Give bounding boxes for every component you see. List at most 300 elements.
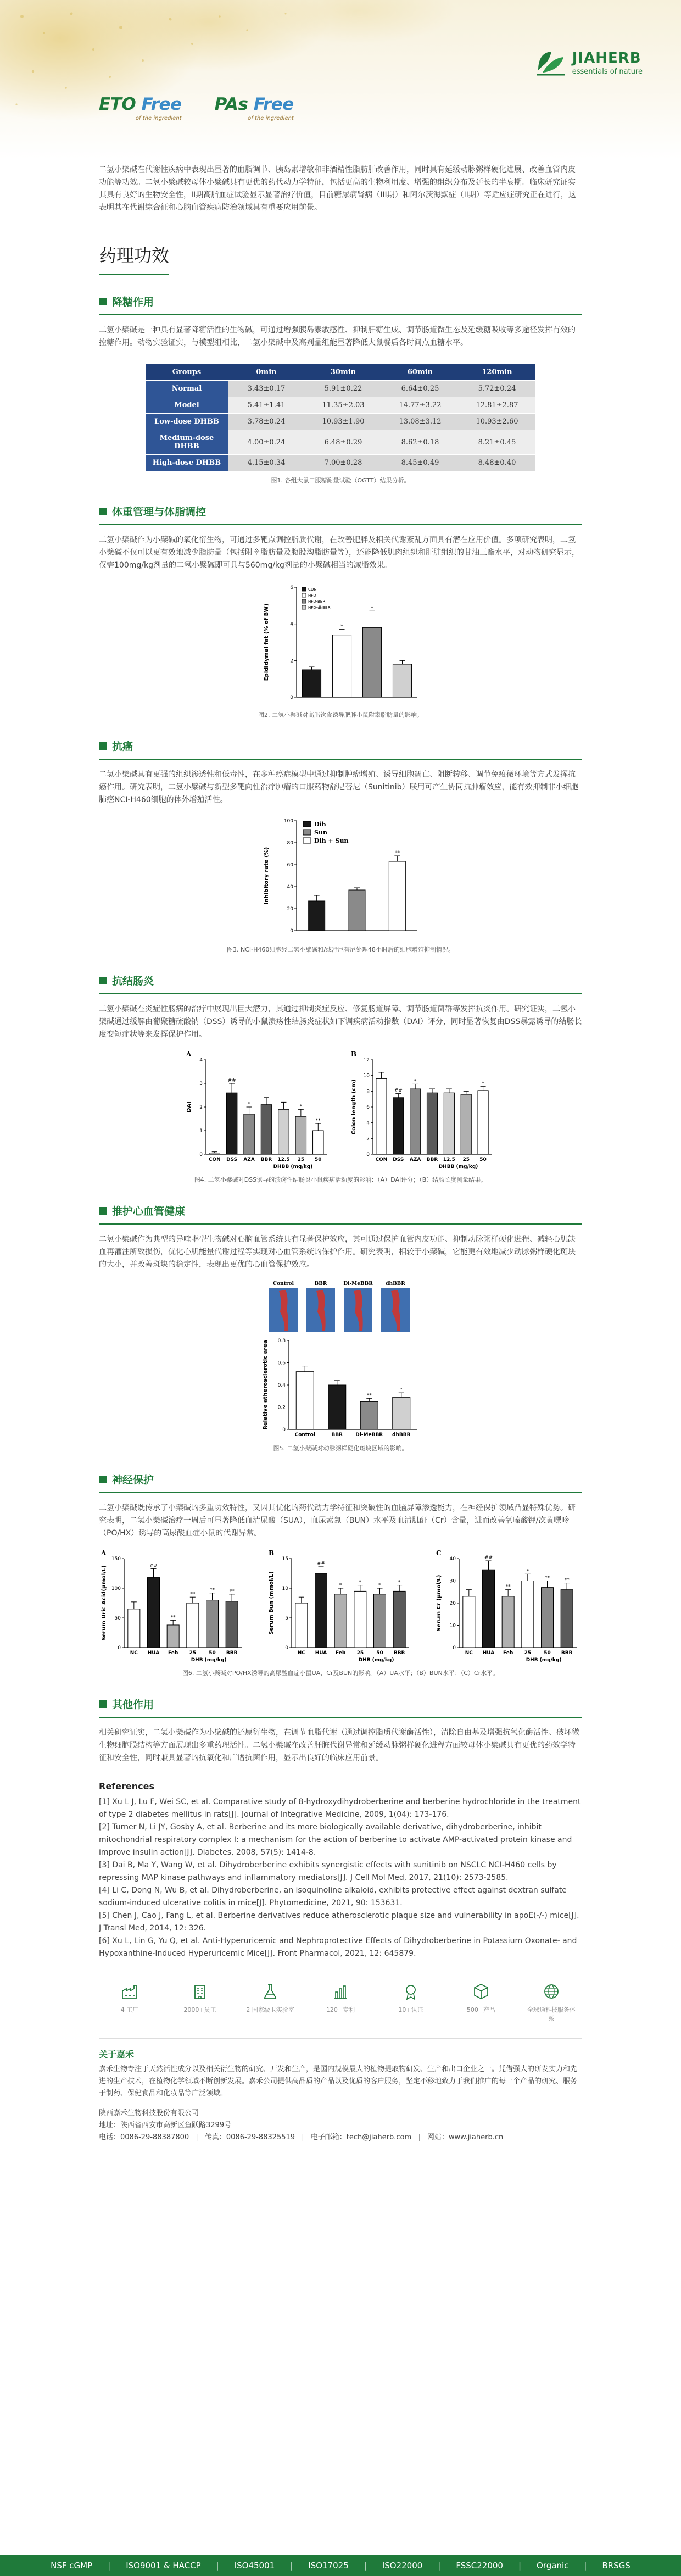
main-content: [0, 164, 681, 2144]
bar: [376, 1078, 387, 1154]
company-fax: 0086-29-88325519: [226, 2133, 295, 2141]
stat-label: 2 国家级卫实验室: [246, 2006, 294, 2013]
email-label: 电子邮箱：: [310, 2133, 347, 2141]
bar: [427, 1093, 437, 1154]
y-tick-label: 40: [449, 1556, 456, 1562]
stat-products: [456, 1982, 506, 2023]
x-group-label: DHBB (mg/kg): [438, 1164, 478, 1170]
table-row: [146, 414, 535, 430]
bar: [226, 1601, 238, 1648]
x-tick-label: 25: [189, 1650, 197, 1656]
x-tick-label: BBR: [393, 1650, 405, 1656]
bar: [313, 1131, 323, 1154]
eto-label: ETO: [99, 94, 136, 114]
section-body: 二氢小檗碱作为典型的异喹啉型生物碱对心脑血管系统具有显著保护效应，其可通过保护血管内皮功能、抑制动脉粥样硬化进程、减轻心肌缺血再灌注所致损伤，优化心肌能量代谢过程等实现对心血管系统的保护作用。研究表明，相较于小檗碱，它能更有效地减少动脉粥样硬化斑块的大小，并改善斑块的稳定性，表现出更优的心血管保护效应。: [99, 1235, 576, 1269]
x-group-label: DHB (mg/kg): [191, 1657, 227, 1663]
separator: |: [196, 2133, 198, 2141]
y-tick-label: 12: [363, 1058, 370, 1063]
bar: [332, 635, 351, 697]
y-tick-label: 30: [449, 1578, 456, 1584]
section-rule: [99, 1223, 582, 1225]
inhibitory-rate-chart: [258, 814, 423, 941]
section-heading-weight: [99, 504, 582, 519]
significance-mark: *: [339, 1583, 342, 1588]
stat-patents: [315, 1982, 366, 2023]
x-tick-label: 50: [544, 1650, 551, 1656]
bar: [334, 1594, 347, 1648]
figure-caption: 图1. 各组大鼠口服糖耐量试验（OGTT）结果分析。: [271, 477, 410, 484]
panel-label: C: [436, 1549, 442, 1557]
y-axis-label: Serum Bun (mmol/L): [269, 1571, 275, 1635]
micrograph-label: dhBBR: [386, 1281, 405, 1287]
section-title: 神经保护: [112, 1474, 154, 1486]
figure-caption: 图2. 二氢小檗碱对高脂饮食诱导肥胖小鼠附睾脂肪量的影响。: [258, 711, 423, 719]
fax-label: 传真：: [204, 2133, 226, 2141]
y-tick-label: 0: [290, 928, 293, 934]
bar: [483, 1570, 495, 1648]
y-tick-label: 60: [287, 863, 293, 868]
epididymal-fat-chart: [258, 580, 423, 706]
table-row: [146, 430, 535, 455]
bar: [354, 1591, 366, 1648]
significance-mark: *: [482, 1081, 484, 1087]
intro-paragraph: 二氢小檗碱在代谢性疾病中表现出显著的血脂调节、胰岛素增敏和非酒精性脂肪肝改善作用，同时具有延缓动脉粥样硬化进展、改善血管内皮功能等功效。二氢小檗碱较母体小檗碱具有更优的药代动力学特征，包括更高的生物利用度、增强的组织分布及延长的半衰期。临床研究证实其具有良好的生物安全性，II期高脂血症试验显示显著治疗价值，目前糖尿病肾病（III期）和阿尔茨海默症（II期）等适应症研究正在进行，这表明其在代谢综合征和心脑血管疾病防治领域具有重要应用前景。: [99, 165, 576, 212]
chart-icon: [331, 1982, 350, 2001]
section-heading-colitis: [99, 973, 582, 988]
y-axis-label: Serum Cr (µmol/L): [436, 1574, 442, 1632]
y-tick-label: 0: [453, 1645, 456, 1651]
section-title: 推护心血管健康: [112, 1205, 186, 1217]
y-tick-label: 10: [449, 1623, 456, 1629]
section-rule: [99, 314, 582, 315]
references-title: References: [99, 1781, 154, 1791]
bar: [362, 627, 381, 697]
table-row: [146, 381, 535, 397]
y-tick-label: 15: [282, 1556, 288, 1562]
significance-mark: ##: [316, 1561, 326, 1567]
x-tick-label: Feb: [168, 1650, 178, 1656]
y-tick-label: 4: [366, 1120, 370, 1126]
certification-bar: [0, 2555, 681, 2576]
pas-label: PAs: [214, 94, 248, 114]
legend-label: Dih: [314, 821, 326, 828]
table-cell: 12.81±2.87: [459, 397, 535, 414]
bar: [295, 1116, 306, 1154]
bar: [410, 1089, 421, 1154]
bar: [278, 1109, 289, 1154]
section-marker: [99, 1207, 107, 1215]
pas-free-badge: [214, 94, 294, 121]
x-group-label: DHB (mg/kg): [358, 1657, 394, 1663]
y-tick-label: 2: [199, 1105, 203, 1110]
stat-label: 4 工厂: [120, 2006, 139, 2013]
table-cell: 8.48±0.40: [459, 455, 535, 471]
legend-label: Sun: [314, 829, 327, 836]
address-label: 地址：: [99, 2121, 121, 2129]
x-tick-label: HUA: [147, 1650, 160, 1656]
bar: [128, 1609, 140, 1648]
reference-item: [5] Chen J, Cao J, Fang L, et al. Berberine derivatives reduce atherosclerotic plaque size and vulnerability in apoE(-/-) mice[J]. J Transl Med, 2014, 12: 326.: [99, 1911, 579, 1933]
x-tick-label: DSS: [226, 1157, 238, 1162]
x-tick-label: CON: [208, 1157, 221, 1162]
y-tick-label: 40: [287, 884, 293, 890]
table-header-cell: 30min: [305, 364, 382, 381]
y-tick-label: 1: [199, 1128, 203, 1134]
bar: [328, 1385, 346, 1429]
section-body: 二氢小檗碱在炎症性肠病的治疗中展现出巨大潜力，其通过抑制炎症反应、修复肠道屏障、调节肠道菌群等发挥抗炎作用。研究证实，二氢小檗碱通过缓解由葡聚糖硫酸钠（DSS）诱导的小鼠溃疡性结肠炎症状如下调疾病活动指数（DAI）评分，同时显著恢复由DSS暴露诱导的结肠长度变短症状等来发挥保护作用。: [99, 1005, 582, 1039]
section-title: 抗结肠炎: [112, 975, 154, 987]
table-row-header: Medium-dose DHBB: [146, 430, 228, 455]
significance-mark: *: [414, 1078, 417, 1084]
bar: [302, 670, 321, 697]
globe-icon: [542, 1982, 561, 2001]
x-tick-label: Feb: [503, 1650, 513, 1656]
y-tick-label: 0: [290, 695, 293, 700]
bar: [309, 901, 325, 931]
significance-mark: *: [378, 1583, 381, 1588]
table-cell: 4.15±0.34: [228, 455, 305, 471]
bar: [561, 1590, 573, 1648]
table-cell: 3.78±0.24: [228, 414, 305, 430]
y-tick-label: 2: [366, 1136, 370, 1142]
x-tick-label: CON: [375, 1157, 388, 1162]
table-row-header: Normal: [146, 381, 228, 397]
bar: [148, 1578, 160, 1648]
reference-item: [3] Dai B, Ma Y, Wang W, et al. Dihydroberberine exhibits synergistic effects with sunitinib on NSCLC NCI-H460 cells by repressing MAP kinase pathways and inflammatory mediators[J]. J Cell Mol Med, 2017, 21(10): 2573-2585.: [99, 1861, 557, 1882]
y-tick-label: 0.4: [277, 1383, 286, 1388]
stat-label: 120+专利: [326, 2006, 355, 2013]
reference-item: [6] Xu L, Lin G, Yu Q, et al. Anti-Hyperuricemic and Nephroprotective Effects of Dihydroberberine in Potassium Oxonate- and Hypoxanthine-Induced Hyperuricemic Mice[J]. Front Pharmacol, 2021, 12: 645879.: [99, 1937, 577, 1958]
section-marker: [99, 508, 107, 515]
micrograph-label: BBR: [314, 1281, 327, 1287]
bar: [167, 1625, 179, 1648]
serum-bun-chart: [266, 1549, 415, 1664]
bar: [393, 664, 411, 697]
uric-figure: [99, 1549, 582, 1664]
x-tick-label: AZA: [243, 1157, 255, 1162]
table-row-header: Low-dose DHBB: [146, 414, 228, 430]
x-tick-label: 50: [479, 1157, 487, 1162]
table-cell: 14.77±3.22: [382, 397, 459, 414]
x-tick-label: 25: [297, 1157, 305, 1162]
table-row: [146, 455, 535, 471]
table-cell: 5.41±1.41: [228, 397, 305, 414]
x-tick-label: AZA: [409, 1157, 421, 1162]
significance-mark: ##: [394, 1088, 403, 1094]
table-cell: 5.91±0.22: [305, 381, 382, 397]
table-cell: 10.93±1.90: [305, 414, 382, 430]
bar: [463, 1596, 475, 1648]
x-tick-label: 50: [376, 1650, 383, 1656]
company-email[interactable]: tech@jiaherb.com: [346, 2133, 412, 2141]
product-icon: [472, 1982, 490, 2001]
legend-swatch: [302, 605, 306, 609]
y-tick-label: 100: [111, 1586, 121, 1592]
section-marker: [99, 298, 107, 305]
x-tick-label: 25: [462, 1157, 470, 1162]
y-axis-label: Relative atherosclerotic area: [263, 1340, 269, 1430]
significance-mark: **: [170, 1615, 176, 1621]
x-tick-label: 50: [209, 1650, 216, 1656]
significance-mark: **: [210, 1587, 215, 1593]
x-tick-label: 12.5: [443, 1157, 455, 1162]
free-badges: [99, 94, 294, 121]
legend-label: CON: [308, 587, 317, 592]
significance-mark: *: [398, 1579, 401, 1585]
table-cell: 10.93±2.60: [459, 414, 535, 430]
company-website[interactable]: www.jiaherb.cn: [448, 2133, 504, 2141]
cert-item: ISO9001 & HACCP: [126, 2561, 201, 2571]
legend-swatch: [302, 587, 306, 591]
y-tick-label: 80: [287, 841, 293, 846]
x-tick-label: BBR: [561, 1650, 573, 1656]
section-body: 二氢小檗碱既传承了小檗碱的多重功效特性，又因其优化的药代动力学特征和突破性的血脑屏障渗透能力，在神经保护领域凸显特殊优势。研究表明，二氢小檗碱治疗一周后可显著降低血清尿酸（SUA），血尿素氮（BUN）水平及血清肌酐（Cr）含量，进而改善氧嗪酸钾/次黄嘌呤（PO/HX）诱导的高尿酸血症小鼠的代谢异常。: [99, 1504, 576, 1538]
panel-label: B: [351, 1050, 357, 1058]
bar: [444, 1093, 454, 1154]
bar: [206, 1600, 219, 1648]
x-tick-label: 25: [524, 1650, 532, 1656]
significance-mark: *: [400, 1387, 403, 1393]
reference-item: [2] Turner N, Li JY, Gosby A, et al. Berberine and its more biologically available derivative, dihydroberberine, inhibit mitochondrial respiratory complex I: a mechanism for the action of berberine to activate AMP-activated protein kinase and improve insulin action[J]. Diabetes, 2008, 57(5): 1414-8.: [99, 1823, 572, 1857]
separator: |: [584, 2561, 587, 2571]
page-title: 药理功效: [99, 242, 169, 275]
x-tick-label: 12.5: [277, 1157, 290, 1162]
references: [99, 1781, 582, 1960]
table-cell: 5.72±0.24: [459, 381, 535, 397]
section-body: 相关研究证实，二氢小檗碱作为小檗碱的还原衍生物，在调节血脂代谢（通过调控脂质代谢酶活性），清除自由基及增强抗氧化酶活性、破坏微生物细胞膜结构等方面展现出多重药理活性。二氢小檗碱在改善肝脏代谢异常和延缓动脉粥样硬化进程方面较母体小檗碱具有更优的药效学特征和安全性，同时兼具显著的抗氧化和广谱抗菌作用，显示出良好的临床应用前景。: [99, 1728, 579, 1762]
colon-length-chart: [349, 1050, 497, 1171]
legend-label: HFD-BBR: [308, 599, 326, 604]
section-heading-anticancer: [99, 738, 582, 753]
significance-mark: *: [340, 624, 343, 630]
company-address-line: [99, 2119, 582, 2132]
panel-label: A: [101, 1549, 107, 1557]
x-tick-label: DSS: [393, 1157, 404, 1162]
x-tick-label: NC: [465, 1650, 473, 1656]
stat-factories: [104, 1982, 155, 2023]
bar: [209, 1153, 220, 1154]
table-cell: 11.35±2.03: [305, 397, 382, 414]
separator: |: [302, 2133, 304, 2141]
table-header-cell: 120min: [459, 364, 535, 381]
section-heading-other: [99, 1696, 582, 1711]
section-title: 体重管理与体脂调控: [112, 506, 206, 518]
about-body: 嘉禾生物专注于天然活性成分以及相关衍生物的研究、开发和生产，是国内规模最大的植物提取物研发、生产和出口企业之一。凭借强大的研发实力和先进的生产技术，在植物化学领域不断创新发展。嘉禾公司提供高品质的产品以及优质的客户服务，坚定不移地致力于我们推广的每一个产品的研究、服务于制药、保健食品和化妆品等广泛领域。: [99, 2065, 578, 2097]
table-cell: 8.45±0.49: [382, 455, 459, 471]
x-group-label: DHBB (mg/kg): [273, 1164, 313, 1170]
section-title: 抗癌: [112, 741, 133, 753]
y-tick-label: 6: [290, 585, 293, 591]
stat-certifications: [386, 1982, 436, 2023]
eto-free-badge: [99, 94, 182, 121]
bar: [296, 1372, 314, 1429]
company-info: [99, 2107, 582, 2144]
legend-label: HFD-dhBBR: [308, 605, 331, 610]
figure-caption: 图4. 二氢小檗碱对DSS诱导的溃疡性结肠炎小鼠疾病活动度的影响：（A）DAI评分；（B）结肠长度测量结果。: [194, 1176, 487, 1183]
table-row: [146, 397, 535, 414]
x-tick-label: Feb: [335, 1650, 346, 1656]
table-cell: 6.48±0.29: [305, 430, 382, 455]
section-title: 其他作用: [112, 1699, 154, 1711]
x-tick-label: BBR: [331, 1432, 343, 1438]
section-marker: [99, 1476, 107, 1483]
x-tick-label: BBR: [226, 1650, 238, 1656]
stat-global-service: [526, 1982, 577, 2023]
significance-mark: *: [359, 1579, 362, 1585]
serum-uric-acid-chart: [99, 1549, 247, 1664]
cert-item: ISO45001: [234, 2561, 275, 2571]
x-tick-label: Di-MeBBR: [355, 1432, 383, 1438]
legend-label: Dih + Sun: [314, 837, 349, 844]
legend-swatch: [303, 830, 311, 835]
bar: [261, 1105, 271, 1154]
reference-item: [1] Xu L J, Lu F, Wei SC, et al. Comparative study of 8-hydroxydihydroberberine and berberine hydrochloride in the treatment of type 2 diabetes mellitus in rats[J]. Journal of Integrative Medicine, 2009, 1(04): 173-176.: [99, 1798, 581, 1819]
separator: |: [290, 2561, 293, 2571]
certificate-icon: [401, 1982, 420, 2001]
reference-item: [4] Li C, Dong N, Wu B, et al. Dihydroberberine, an isoquinoline alkaloid, exhibits protective effect against dextran sulfate sodium-induced ulcerative colitis in mice[J]. Phytomedicine, 2021, 90: 153631.: [99, 1886, 567, 1907]
pas-free-word: Free: [253, 94, 294, 114]
legend-swatch: [303, 821, 311, 827]
tel-label: 电话：: [99, 2133, 121, 2141]
bar: [374, 1594, 386, 1648]
lab-icon: [261, 1982, 280, 2001]
significance-mark: **: [366, 1393, 372, 1399]
significance-mark: ##: [227, 1078, 236, 1083]
company-contact-line: [99, 2132, 582, 2144]
divider: [99, 2038, 582, 2039]
table-cell: 8.21±0.45: [459, 430, 535, 455]
y-tick-label: 0.2: [277, 1405, 286, 1411]
section-body: 二氢小檗碱作为小檗碱的氧化衍生物，可通过多靶点调控脂质代谢，在改善肥胖及相关代谢紊乱方面具有潜在应用价值。多项研究表明，二氢小檗碱不仅可以更有效地减少脂肪量（包括附睾脂肪量及腹股沟脂肪量等），还能降低肌肉组织和肝脏组织的甘油三酯水平，对动物研究显示，仅需100mg/kg剂量的二氢小檗碱即可具与560mg/kg剂量的小檗碱相当的减脂效果。: [99, 536, 579, 570]
bar: [360, 1401, 378, 1429]
y-tick-label: 100: [283, 819, 293, 824]
micrograph-label: Control: [272, 1281, 294, 1287]
separator: |: [108, 2561, 111, 2571]
figure-caption: 图6. 二氢小檗碱对PO/HX诱导的高尿酸血症小鼠UA、Cr及BUN的影响。（A）UA水平；（B）BUN水平；（C）Cr水平。: [182, 1670, 499, 1677]
bar: [393, 1591, 405, 1648]
section-marker: [99, 977, 107, 984]
y-axis-label: DAI: [186, 1101, 192, 1112]
cert-item: Organic: [537, 2561, 569, 2571]
y-tick-label: 3: [199, 1081, 203, 1087]
web-label: 网站：: [427, 2133, 449, 2141]
y-tick-label: 5: [285, 1616, 288, 1621]
y-tick-label: 20: [449, 1601, 456, 1606]
section-body: 二氢小檗碱是一种具有显著降糖活性的生物碱，可通过增强胰岛素敏感性、抑制肝糖生成、调节肠道微生态及延缓糖吸收等多途径发挥有效的控糖作用。动物实验证实，与模型组相比，二氢小檗碱中及高剂量组能显著降低大鼠餐后各时间点血糖水平。: [99, 326, 576, 347]
bar: [502, 1596, 514, 1648]
significance-mark: *: [248, 1101, 250, 1107]
stat-label: 500+产品: [466, 2006, 496, 2013]
separator: |: [518, 2561, 522, 2571]
hero-texture: [0, 0, 681, 159]
stat-employees: [175, 1982, 225, 2023]
section-rule: [99, 993, 582, 994]
x-tick-label: dhBBR: [392, 1432, 411, 1438]
table-header-cell: Groups: [146, 364, 228, 381]
cert-item: ISO17025: [308, 2561, 349, 2571]
hero-banner: [0, 0, 681, 159]
bar: [393, 1098, 404, 1154]
y-tick-label: 4: [199, 1058, 203, 1063]
plaque-micrographs: [258, 1279, 423, 1334]
table-header-cell: 0min: [228, 364, 305, 381]
legend-label: HFD: [308, 593, 316, 598]
bar: [187, 1603, 199, 1648]
x-tick-label: BBR: [260, 1157, 272, 1162]
brand-logo: [535, 48, 643, 77]
x-tick-label: 25: [356, 1650, 364, 1656]
y-tick-label: 150: [111, 1556, 121, 1562]
separator: |: [418, 2133, 421, 2141]
serum-cr-chart: [434, 1549, 582, 1664]
section-rule: [99, 759, 582, 760]
section-title: 降糖作用: [112, 296, 154, 308]
section-rule: [99, 1492, 582, 1493]
x-tick-label: NC: [297, 1650, 305, 1656]
cert-item: FSSC22000: [456, 2561, 503, 2571]
x-tick-label: Control: [294, 1432, 315, 1438]
separator: |: [216, 2561, 219, 2571]
section-marker: [99, 1700, 107, 1708]
y-tick-label: 0.8: [277, 1338, 286, 1344]
table-row-header: Model: [146, 397, 228, 414]
significance-mark: **: [394, 850, 400, 856]
about-title: 关于嘉禾: [99, 2049, 135, 2060]
table-cell: 8.62±0.18: [382, 430, 459, 455]
significance-mark: **: [229, 1588, 235, 1594]
x-tick-label: 50: [315, 1157, 322, 1162]
figure-caption: 图5. 二氢小檗碱对动脉粥样硬化斑块区域的影响。: [273, 1445, 408, 1452]
stats-icons-row: [99, 1982, 582, 2023]
y-tick-label: 10: [363, 1073, 370, 1079]
x-tick-label: BBR: [426, 1157, 438, 1162]
stat-labs: [245, 1982, 295, 2023]
brand-tagline: essentials of nature: [572, 67, 643, 76]
company-name: 陕西嘉禾生物科技股份有限公司: [99, 2109, 199, 2117]
company-tel: 0086-29-88387800: [120, 2133, 189, 2141]
section-heading-hypoglycemic: [99, 294, 582, 309]
x-tick-label: HUA: [315, 1650, 327, 1656]
figure-caption: 图3. NCI-H460细胞经二氢小檗碱和/或舒尼替尼处理48小时后的细胞增殖抑制情况。: [226, 946, 455, 953]
y-axis-label: Serum Uric Acid(µmol/L): [101, 1565, 107, 1641]
pas-sub: of the ingredient: [248, 115, 294, 121]
section-heading-neuro: [99, 1472, 582, 1487]
table-cell: 7.00±0.28: [305, 455, 382, 471]
bar: [461, 1094, 471, 1154]
y-axis-label: Inhibitory rate (%): [264, 847, 270, 905]
y-tick-label: 0: [118, 1645, 121, 1651]
y-axis-label: Epididymal fat (% of BW): [264, 603, 270, 681]
bar: [542, 1588, 554, 1648]
bar: [349, 890, 365, 931]
atherosclerotic-area-chart: [258, 1335, 423, 1439]
colitis-figure: [99, 1050, 582, 1171]
x-group-label: DHB (mg/kg): [526, 1657, 562, 1663]
legend-swatch: [303, 838, 311, 843]
stat-label: 2000+员工: [183, 2006, 216, 2013]
leaf-logo-icon: [535, 48, 567, 77]
bar: [295, 1603, 308, 1648]
table-cell: 6.64±0.25: [382, 381, 459, 397]
micrograph-label: Di-MeBBR: [343, 1281, 373, 1287]
dai-chart: [184, 1050, 332, 1171]
significance-mark: **: [190, 1592, 196, 1598]
eto-free-word: Free: [141, 94, 182, 114]
significance-mark: *: [299, 1104, 303, 1110]
bar: [389, 861, 405, 931]
y-tick-label: 0: [282, 1427, 286, 1433]
significance-mark: **: [545, 1575, 550, 1581]
